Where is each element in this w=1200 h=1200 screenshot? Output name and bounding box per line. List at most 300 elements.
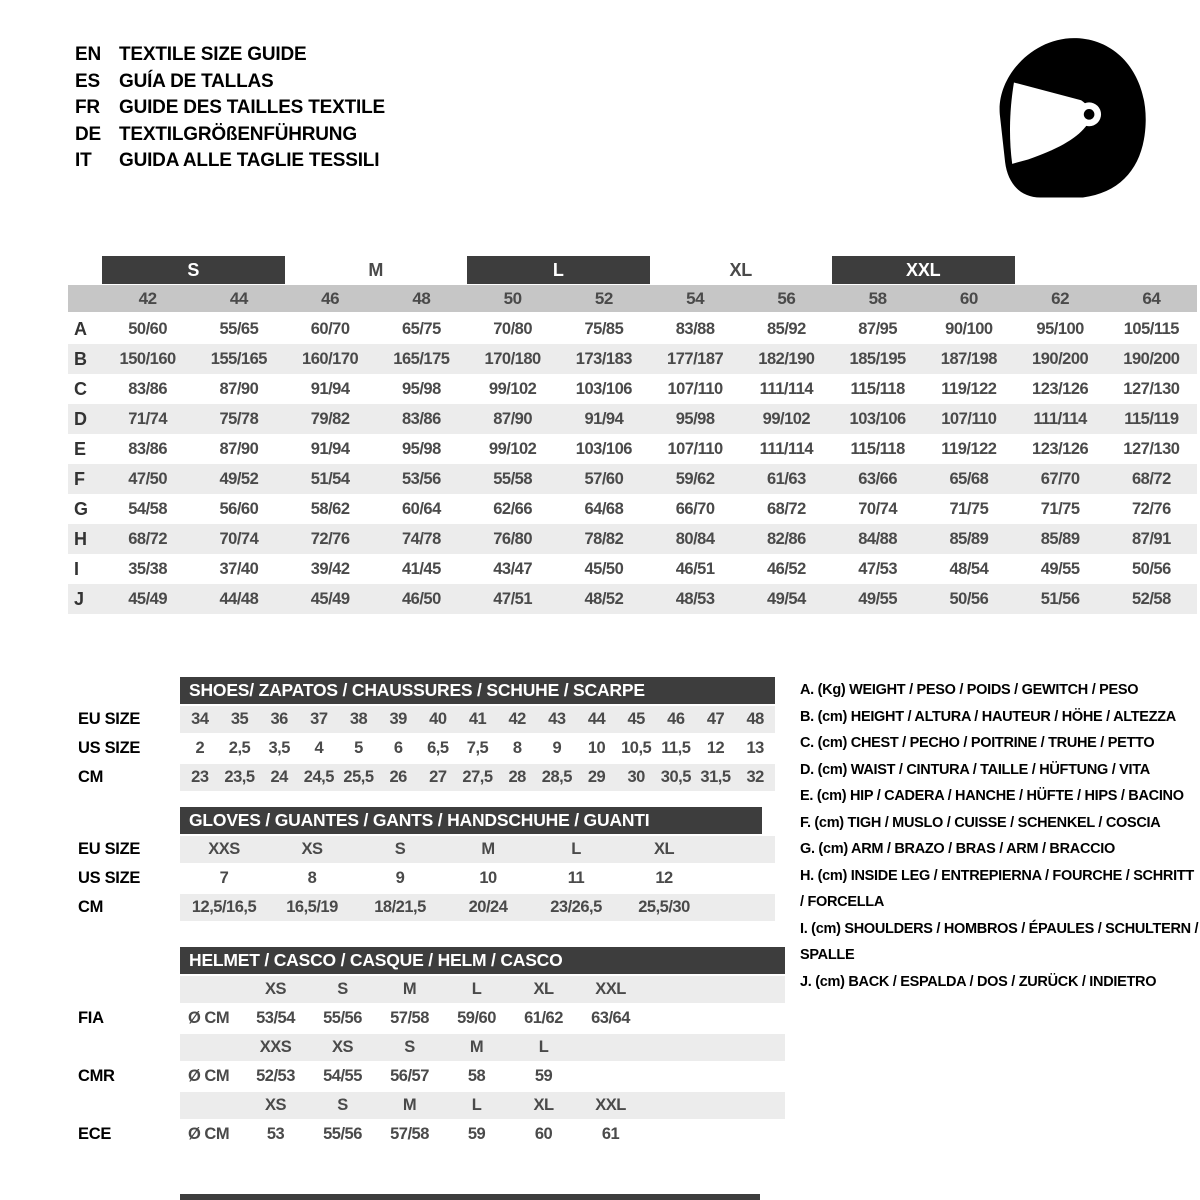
language-code: FR: [75, 97, 100, 118]
numeric-size: 62: [1051, 288, 1070, 308]
measurement-value: 107/110: [667, 379, 723, 398]
measurement-value: 79/82: [310, 409, 350, 428]
measurement-row-b: [68, 344, 1197, 374]
glove-size-value: M: [481, 840, 495, 858]
measurement-value: 57/60: [584, 469, 624, 488]
measurement-value: 44/48: [219, 589, 259, 608]
helmet-size-row: [180, 1092, 785, 1119]
helmet-size: XS: [264, 1096, 286, 1114]
helmet-value: 63/64: [591, 1009, 630, 1027]
helmet-size: L: [471, 980, 482, 998]
standard-label: ECE: [78, 1125, 112, 1143]
shoe-size-values-row: [180, 764, 775, 791]
measurement-value: 111/114: [759, 439, 814, 458]
measurement-value: 46/52: [766, 559, 806, 578]
shoe-size-value: 26: [389, 768, 407, 786]
measurement-value: 95/100: [1036, 319, 1084, 338]
helmet-value: 60: [534, 1125, 553, 1143]
helmet-size: XS: [264, 980, 286, 998]
measurement-value: 60/64: [401, 499, 441, 518]
numeric-size: 54: [686, 288, 705, 308]
glove-size-value: 20/24: [468, 898, 508, 916]
shoes-rows: [68, 706, 775, 791]
numeric-size: 44: [229, 288, 248, 308]
measurement-value: 65/68: [949, 469, 989, 488]
measurement-value: 67/70: [1040, 469, 1080, 488]
gloves-section: [68, 807, 775, 923]
measurement-value: 105/115: [1123, 319, 1179, 338]
shoe-size-value: 44: [587, 710, 606, 728]
measurement-value: 160/170: [302, 349, 359, 368]
helmet-value: 56/57: [390, 1067, 429, 1085]
helmet-size: XXL: [595, 980, 626, 998]
measurement-value: 48/52: [584, 589, 624, 608]
size-system-label: EU SIZE: [78, 710, 141, 728]
language-code: IT: [75, 150, 92, 171]
measurement-value: 70/80: [493, 319, 533, 338]
helmet-size: S: [337, 1096, 348, 1114]
measurement-value: 87/90: [219, 439, 259, 458]
legend-item: G. (cm) ARM / BRAZO / BRAS / ARM / BRACCIO: [800, 841, 1115, 857]
shoe-size-value: 2,5: [228, 739, 251, 757]
measurement-value: 37/40: [219, 559, 259, 578]
size-system-label: CM: [78, 768, 104, 786]
numeric-size: 56: [777, 288, 796, 308]
size-group-s: S: [102, 256, 285, 284]
glove-size-value: 12,5/16,5: [191, 898, 257, 916]
measurement-value: 64/68: [584, 499, 624, 518]
shoes-section: [68, 677, 775, 793]
measurement-value: 185/195: [849, 349, 906, 368]
helmet-size: M: [402, 980, 417, 998]
helmet-size-line: [68, 1092, 785, 1119]
measurement-value: 43/47: [493, 559, 533, 578]
helmet-value: 61/62: [524, 1009, 563, 1027]
size-system-label: US SIZE: [78, 739, 141, 757]
language-code: DE: [75, 123, 101, 145]
legend-item: I. (cm) SHOULDERS / HOMBROS / ÉPAULES / SCHULTERN / SPALLE: [800, 920, 1199, 963]
shoe-size-value: 12: [706, 739, 725, 757]
measurement-value: 80/84: [675, 529, 715, 548]
numeric-size: 52: [594, 288, 613, 308]
measurement-value: 165/175: [393, 349, 450, 368]
shoe-size-value: 29: [587, 768, 606, 786]
measurement-value: 70/74: [219, 529, 259, 548]
measurement-value: 182/190: [758, 349, 815, 368]
standard-label: FIA: [78, 1009, 104, 1027]
size-system-label: US SIZE: [78, 869, 141, 887]
measurement-value: 115/118: [850, 439, 905, 458]
legend-item: A. (Kg) WEIGHT / PESO / POIDS / GEWITCH / PESO: [800, 682, 1139, 698]
measurement-value: 99/102: [762, 409, 811, 428]
measurement-value: 41/45: [401, 559, 441, 578]
language-row: [75, 148, 385, 175]
measurement-value: 71/75: [1040, 499, 1080, 518]
shoe-size-value: 4: [314, 739, 324, 757]
glove-size-value: 23/26,5: [550, 898, 602, 916]
shoe-size-value: 30,5: [660, 768, 691, 786]
helmet-value-row: [180, 1063, 785, 1090]
language-title: TEXTILGRÖßENFÜHRUNG: [119, 123, 357, 145]
measurement-value: 71/74: [128, 409, 168, 428]
measurement-value: 150/160: [119, 349, 176, 368]
measurement-value: 87/90: [493, 409, 533, 428]
legend-item: J. (cm) BACK / ESPALDA / DOS / ZURÜCK / INDIETRO: [800, 973, 1157, 990]
glove-size-values-row: [180, 894, 775, 921]
glove-size-value: 25,5/30: [638, 898, 690, 916]
shoe-size-value: 27,5: [462, 768, 493, 786]
helmet-value: 59/60: [457, 1009, 496, 1027]
glove-size-value: 9: [395, 869, 405, 887]
measurement-value: 66/70: [675, 499, 715, 518]
measurement-value: 95/98: [675, 409, 715, 428]
language-code: EN: [75, 44, 101, 65]
measurement-value: 47/51: [493, 589, 533, 608]
measurement-value: 83/86: [128, 379, 168, 398]
measurement-value: 47/50: [128, 469, 168, 488]
measurement-value: 55/65: [219, 319, 259, 338]
cutoff-next-section-bar: [180, 1194, 760, 1200]
gloves-section-title: GLOVES / GUANTES / GANTS / HANDSCHUHE / GUANTI: [180, 807, 762, 834]
measurement-value: 107/110: [667, 439, 723, 458]
row-key: C: [74, 378, 87, 399]
shoe-size-value: 25,5: [343, 768, 374, 786]
glove-size-value: L: [571, 840, 581, 858]
measurement-row-i: [68, 554, 1197, 584]
glove-size-value: 16,5/19: [286, 898, 338, 916]
shoe-size-value: 40: [429, 710, 447, 728]
row-key: I: [74, 558, 79, 579]
shoe-size-value: 27: [429, 768, 447, 786]
helmet-size: M: [402, 1096, 417, 1114]
glove-size-value: 12: [655, 869, 673, 887]
helmet-value: 55/56: [323, 1125, 362, 1143]
language-title: TEXTILE SIZE GUIDE: [119, 44, 307, 65]
glove-size-value: 10: [479, 869, 497, 887]
helmet-value-line: [68, 1063, 785, 1090]
helmet-size-line: [68, 976, 785, 1003]
measurement-value: 45/50: [584, 559, 624, 578]
shoe-size-value: 24: [270, 768, 288, 786]
glove-size-value: 7: [219, 869, 229, 887]
helmet-size-line: [68, 1034, 785, 1061]
glove-size-line: [68, 865, 775, 892]
diameter-unit: Ø CM: [188, 1009, 230, 1027]
size-group-m: M: [368, 260, 384, 280]
shoe-size-values-row: [180, 706, 775, 733]
measurement-value: 91/94: [584, 409, 624, 428]
measurement-value: 68/72: [766, 499, 806, 518]
measurement-value: 50/56: [1131, 559, 1171, 578]
legend-item: H. (cm) INSIDE LEG / ENTREPIERNA / FOURCHE / SCHRITT / FORCELLA: [800, 867, 1194, 910]
glove-size-value: 8: [307, 869, 317, 887]
shoe-size-line: [68, 706, 775, 733]
shoe-size-value: 32: [746, 768, 764, 786]
measurement-row-c: [68, 374, 1197, 404]
measurement-value: 46/51: [675, 559, 715, 578]
helmet-value: 57/58: [390, 1009, 429, 1027]
shoe-size-value: 6,5: [427, 739, 449, 757]
measurement-value: 51/54: [310, 469, 350, 488]
measurement-value: 52/58: [1131, 589, 1171, 608]
measurement-value: 47/53: [858, 559, 898, 578]
measurement-value: 46/50: [401, 589, 441, 608]
shoe-size-value: 34: [191, 710, 209, 728]
helmet-value: 54/55: [323, 1067, 362, 1085]
size-system-label: EU SIZE: [78, 840, 141, 858]
measurement-value: 71/75: [949, 499, 989, 518]
measurement-value: 82/86: [766, 529, 806, 548]
shoe-size-value: 6: [393, 739, 403, 757]
measurement-value: 55/58: [493, 469, 533, 488]
helmet-size: XS: [331, 1038, 353, 1056]
measurement-value: 177/187: [667, 349, 724, 368]
helmet-value: 59: [534, 1067, 553, 1085]
shoe-size-value: 10,5: [621, 739, 652, 757]
helmet-size: XL: [533, 1096, 554, 1114]
row-key: H: [74, 528, 87, 549]
measurement-legend: [800, 677, 1200, 995]
shoe-size-value: 38: [349, 710, 368, 728]
measurement-value: 83/86: [401, 409, 441, 428]
measurement-value: 107/110: [941, 409, 997, 428]
helmet-size-row: [180, 976, 785, 1003]
measurement-value: 63/66: [858, 469, 898, 488]
measurement-value: 95/98: [401, 379, 441, 398]
measurement-value: 87/91: [1131, 529, 1171, 548]
measurement-value: 56/60: [219, 499, 259, 518]
shoe-size-value: 5: [354, 739, 363, 757]
measurement-row-d: [68, 404, 1197, 434]
numeric-size: 48: [412, 288, 431, 308]
shoe-size-value: 47: [706, 710, 725, 728]
shoe-size-value: 11,5: [661, 739, 691, 757]
row-key: B: [74, 348, 87, 369]
measurement-value: 87/95: [858, 319, 898, 338]
helmet-size: S: [337, 980, 348, 998]
helmet-rows: [68, 976, 785, 1148]
helmet-size: XL: [533, 980, 554, 998]
measurement-value: 72/76: [310, 529, 350, 548]
shoe-size-value: 28: [508, 768, 526, 786]
language-row: [75, 122, 385, 149]
measurement-row-g: [68, 494, 1197, 524]
size-system-label: CM: [78, 898, 104, 916]
row-key: J: [74, 588, 84, 609]
numeric-size: 46: [321, 288, 340, 308]
language-title-block: [75, 42, 385, 175]
measurement-value: 84/88: [858, 529, 898, 548]
helmet-value-row: [180, 1121, 785, 1148]
measurement-value: 61/63: [766, 469, 806, 488]
shoe-size-line: [68, 735, 775, 762]
glove-size-line: [68, 894, 775, 921]
measurement-value: 49/52: [219, 469, 259, 488]
measurement-value: 59/62: [675, 469, 715, 488]
shoe-size-value: 45: [627, 710, 645, 728]
measurement-value: 50/60: [128, 319, 168, 338]
helmet-value: 53: [266, 1125, 285, 1143]
language-title: GUÍA DE TALLAS: [119, 70, 274, 92]
measurement-value: 49/54: [766, 589, 806, 608]
measurement-value: 62/66: [493, 499, 533, 518]
measurement-value: 119/122: [941, 439, 997, 458]
helmet-size: XXL: [595, 1096, 626, 1114]
measurement-value: 115/119: [1124, 409, 1179, 428]
measurement-value: 95/98: [401, 439, 441, 458]
glove-size-value: XL: [653, 840, 675, 858]
measurement-value: 85/89: [949, 529, 989, 548]
measurement-value: 123/126: [1032, 439, 1089, 458]
helmet-value: 58: [467, 1067, 486, 1085]
measurement-value: 83/86: [128, 439, 168, 458]
numeric-size: 50: [503, 288, 522, 308]
measurement-value: 173/183: [575, 349, 632, 368]
shoe-size-value: 8: [512, 739, 522, 757]
measurement-row-f: [68, 464, 1197, 494]
measurement-value: 50/56: [949, 589, 989, 608]
measurement-value: 45/49: [128, 589, 168, 608]
measurement-value: 111/114: [1033, 409, 1087, 428]
shoe-size-value: 43: [548, 710, 566, 728]
measurement-value: 103/106: [849, 409, 906, 428]
measurement-value: 119/122: [941, 379, 997, 398]
legend-item: E. (cm) HIP / CADERA / HANCHE / HÜFTE / HIPS / BACINO: [800, 788, 1184, 804]
shoe-size-value: 41: [468, 710, 487, 728]
standard-label: CMR: [78, 1067, 115, 1085]
measurement-value: 51/56: [1040, 589, 1080, 608]
shoe-size-value: 48: [746, 710, 764, 728]
glove-size-value: S: [394, 840, 406, 858]
helmet-value-line: [68, 1005, 785, 1032]
helmet-size-row: [180, 1034, 785, 1061]
measurement-value: 49/55: [1040, 559, 1080, 578]
measurement-value: 49/55: [858, 589, 898, 608]
measurement-row-h: [68, 524, 1197, 554]
shoe-size-value: 23: [191, 768, 209, 786]
row-key: E: [74, 438, 86, 459]
shoe-size-value: 35: [230, 710, 249, 728]
helmet-value: 61: [601, 1125, 620, 1143]
glove-size-value: 11: [567, 869, 585, 887]
measurement-value: 90/100: [945, 319, 993, 338]
legend-item: D. (cm) WAIST / CINTURA / TAILLE / HÜFTUNG / VITA: [800, 761, 1150, 778]
shoe-size-value: 31,5: [700, 768, 731, 786]
helmet-section: [68, 947, 785, 1150]
glove-size-values-row: [180, 865, 775, 892]
glove-size-values-row: [180, 836, 775, 863]
numeric-size: 64: [1142, 288, 1161, 308]
measurement-value: 48/53: [675, 589, 715, 608]
measurement-value: 91/94: [310, 379, 350, 398]
language-row: [75, 42, 385, 69]
legend-item: C. (cm) CHEST / PECHO / POITRINE / TRUHE / PETTO: [800, 735, 1155, 751]
shoe-size-value: 9: [552, 739, 562, 757]
measurement-value: 87/90: [219, 379, 259, 398]
glove-size-value: XS: [301, 840, 323, 858]
row-key: G: [74, 498, 88, 519]
glove-size-line: [68, 836, 775, 863]
measurement-value: 99/102: [488, 439, 537, 458]
measurement-value: 39/42: [310, 559, 350, 578]
measurement-value: 99/102: [488, 379, 537, 398]
measurement-value: 54/58: [128, 499, 168, 518]
size-group-row: [68, 256, 1197, 284]
language-row: [75, 69, 385, 96]
row-key: F: [74, 468, 85, 489]
glove-size-value: 18/21,5: [374, 898, 426, 916]
measurement-value: 170/180: [484, 349, 541, 368]
measurement-value: 187/198: [940, 349, 997, 368]
measurement-value: 190/200: [1032, 349, 1089, 368]
helmet-value: 57/58: [390, 1125, 429, 1143]
measurement-value: 60/70: [310, 319, 350, 338]
diameter-unit: Ø CM: [188, 1125, 230, 1143]
measurement-value: 115/118: [850, 379, 905, 398]
shoe-size-value: 2: [195, 739, 205, 757]
shoe-size-value: 24,5: [303, 768, 334, 786]
measurement-value: 75/78: [219, 409, 259, 428]
measurement-value: 75/85: [584, 319, 624, 338]
helmet-value-row: [180, 1005, 785, 1032]
measurement-value: 127/130: [1123, 439, 1180, 458]
language-title: GUIDA ALLE TAGLIE TESSILI: [119, 150, 380, 171]
size-group-xxl: XXL: [832, 256, 1015, 284]
shoe-size-value: 28,5: [541, 768, 572, 786]
shoe-size-value: 39: [389, 710, 407, 728]
measurement-value: 190/200: [1123, 349, 1180, 368]
shoe-size-values-row: [180, 735, 775, 762]
helmet-size: L: [538, 1038, 549, 1056]
measurement-value: 70/74: [858, 499, 898, 518]
shoe-size-value: 36: [270, 710, 288, 728]
size-group-l: L: [467, 256, 650, 284]
row-key: D: [74, 408, 87, 429]
helmet-size: S: [404, 1038, 415, 1056]
gloves-rows: [68, 836, 775, 921]
measurement-value: 103/106: [575, 379, 632, 398]
measurement-value: 45/49: [310, 589, 350, 608]
shoe-size-value: 3,5: [268, 739, 290, 757]
measurement-row-j: [68, 584, 1197, 614]
measurement-value: 83/88: [675, 319, 715, 338]
helmet-size: M: [469, 1038, 484, 1056]
diameter-unit: Ø CM: [188, 1067, 230, 1085]
measurement-value: 72/76: [1131, 499, 1171, 518]
shoes-section-title: SHOES/ ZAPATOS / CHAUSSURES / SCHUHE / SCARPE: [180, 677, 775, 704]
measurement-value: 68/72: [1131, 469, 1171, 488]
shoe-size-value: 37: [310, 710, 328, 728]
language-row: [75, 95, 385, 122]
helmet-value: 59: [467, 1125, 486, 1143]
measurement-value: 155/165: [210, 349, 267, 368]
measurement-value: 48/54: [949, 559, 989, 578]
shoe-size-value: 10: [587, 739, 606, 757]
measurement-value: 127/130: [1123, 379, 1180, 398]
numeric-size: 60: [959, 288, 978, 308]
helmet-value: 53/54: [256, 1009, 295, 1027]
measurement-value: 58/62: [310, 499, 350, 518]
measurement-row-e: [68, 434, 1197, 464]
size-group-xl: XL: [729, 260, 753, 280]
helmet-section-title: HELMET / CASCO / CASQUE / HELM / CASCO: [180, 947, 785, 974]
measurement-value: 78/82: [584, 529, 624, 548]
helmet-value: 52/53: [256, 1067, 295, 1085]
measurement-value: 85/89: [1040, 529, 1080, 548]
measurement-value: 123/126: [1032, 379, 1089, 398]
numeric-size: 42: [138, 288, 157, 308]
measurement-value: 65/75: [401, 319, 441, 338]
